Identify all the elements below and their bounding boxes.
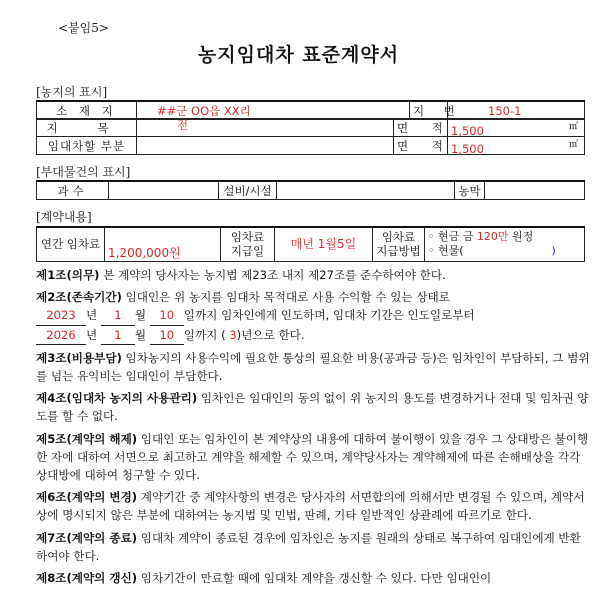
article-2-year-unit-2: 년 [86, 327, 98, 342]
pay-date-label-line2: 지급일 [230, 244, 265, 259]
area-label: 면 적 [394, 119, 448, 137]
article-2 [36, 288, 591, 345]
article-2-year-end: 2026 [36, 326, 86, 345]
location-value: ##군 OO읍 XX리 [137, 101, 410, 120]
article-2-year-start: 2023 [36, 306, 86, 325]
article-2-month-end: 1 [101, 326, 135, 345]
area-unit: ㎡ [568, 122, 578, 132]
lease-area-value: 1,500 [451, 142, 484, 156]
area-cell [448, 119, 585, 137]
contract-row [37, 227, 585, 261]
article-7 [36, 529, 591, 565]
attachment-label: <붙임5> [58, 21, 109, 35]
contract-table [36, 226, 585, 262]
articles [36, 266, 591, 591]
annual-rent-label: 연간 임차료 [37, 227, 105, 261]
facility-label: 설비/시설 [219, 181, 277, 200]
lot-label: 지 번 [410, 101, 448, 120]
article-2-month-start: 1 [101, 306, 135, 325]
trees-value [109, 181, 219, 200]
article-4 [36, 389, 591, 425]
kind-line [428, 244, 581, 258]
pay-date-value: 매년 1월5일 [275, 227, 373, 261]
annual-rent-value: 1,200,000원 [105, 227, 221, 261]
facility-value [277, 181, 455, 200]
article-3 [36, 349, 591, 385]
land-row-lease-part [37, 137, 585, 155]
article-2-end-text: )년으로 한다. [236, 327, 305, 342]
article-7-text: 임대차 계약이 종료된 경우에 임차인은 농지를 원래의 상태로 복구하여 임대인에게 반환하여야 한다. [36, 530, 581, 563]
article-2-month-unit: 월 [134, 308, 147, 323]
article-7-heading: 제7조(계약의 종료) [36, 530, 138, 545]
section-contract-heading: [계약내용] [36, 210, 92, 224]
article-4-heading: 제4조(임대차 농지의 사용관리) [36, 391, 198, 406]
article-2-year-unit: 년 [86, 308, 98, 323]
article-3-heading: 제3조(비용부담) [36, 350, 122, 365]
article-2-month-unit-2: 월 [134, 327, 147, 342]
article-3-text: 임차농지의 사용수익에 필요한 통상의 필요한 비용(공과금 등)은 임차인이 부담하되, 그 범위를 넘는 유익비는 임대인이 부담한다. [36, 350, 590, 384]
trees-label: 과수 [37, 181, 109, 200]
land-table [36, 100, 585, 120]
article-1-heading: 제1조(의무) [36, 268, 100, 282]
lease-part-label: 임대차할 부분 [37, 137, 137, 155]
article-2-day-end: 10 [150, 326, 184, 345]
article-5 [36, 430, 591, 485]
article-8 [36, 569, 591, 587]
article-2-until-text: 일까지 ( [183, 327, 226, 342]
kind-suffix: ) [551, 244, 556, 258]
kind-prefix: ◦ 현물( [428, 244, 464, 258]
article-6 [36, 488, 591, 524]
article-2-years: 3 [229, 327, 237, 342]
pay-method-label [373, 227, 425, 261]
cash-value: 120만 [476, 230, 509, 244]
section-attached-heading: [부대물건의 표시] [36, 165, 131, 179]
pay-method-value [425, 227, 585, 261]
section-land-heading: [농지의 표시] [36, 85, 108, 99]
category-label: 지 목 [37, 119, 137, 137]
lot-value: 150-1 [448, 101, 585, 120]
cash-line [428, 230, 581, 244]
article-4-text: 임차인은 임대인의 동의 없이 위 농지의 용도를 변경하거나 전대 및 임차권 양도를 할 수 없다. [36, 391, 589, 424]
lease-area-label: 면 적 [394, 137, 448, 155]
article-6-text: 계약기간 중 계약사항의 변경은 당사자의 서면합의에 의해서만 변경될 수 있으며, 계약서상에 명시되지 않은 부분에 대하여는 농지법 및 민법, 판례, 기타 일반적인 상관례에 따르기로 한다. [36, 490, 585, 523]
pay-method-label-line1: 임차료 [381, 230, 416, 245]
article-2-text: 임대인은 위 농지를 임대차 목적대로 사용 수익할 수 있는 상태로 [121, 290, 450, 305]
cash-suffix: 원정 [511, 230, 534, 244]
cash-prefix: ◦ 현금 금 [428, 230, 474, 244]
lease-area-unit: ㎡ [568, 140, 578, 150]
attached-table [36, 180, 585, 200]
article-5-text: 임대인 또는 임차인이 본 계약상의 내용에 대하여 불이행이 있을 경우 그 상대방은 불이행한 자에 대하여 서면으로 최고하고 계약을 해제할 수 있으며, 계약당사자는 계약해제에 따른 손해배상을 각각 상대방에 대하여 청구할 수 있다. [36, 431, 589, 483]
lease-area-cell [448, 137, 585, 155]
location-label: 소 재 지 [37, 101, 137, 120]
farmhouse-label: 농막 [455, 181, 485, 200]
attached-row [37, 181, 585, 200]
pay-method-label-line2: 지급방법 [376, 244, 421, 259]
article-8-heading: 제8조(계약의 갱신) [36, 571, 138, 586]
pay-date-label-line1: 임차료 [230, 230, 265, 245]
article-2-day-start: 10 [150, 306, 184, 325]
pay-date-label [221, 227, 275, 261]
article-6-heading: 제6조(계약의 변경) [36, 490, 138, 505]
article-2-delivery-text: 일까지 임차인에게 인도하며, 임대차 기간은 인도일로부터 [183, 308, 475, 323]
article-1 [36, 266, 591, 284]
article-8-text: 임차기간이 만료할 때에 임대차 계약을 갱신할 수 있다. 다만 임대인이 [137, 571, 492, 586]
area-value: 1,500 [451, 124, 484, 138]
land-row-category [37, 119, 585, 137]
land-table-2 [36, 118, 585, 155]
farmhouse-value [485, 181, 585, 200]
article-5-heading: 제5조(계약의 해제) [36, 431, 138, 446]
category-value: 전 [137, 119, 394, 137]
document-title: 농지임대차 표준계약서 [197, 44, 400, 66]
article-2-heading: 제2조(존속기간) [36, 290, 122, 305]
land-row-location [37, 101, 585, 120]
article-1-text: 본 계약의 당사자는 농지법 제23조 내지 제27조를 준수하여야 한다. [99, 268, 446, 282]
lease-part-value [137, 137, 394, 155]
